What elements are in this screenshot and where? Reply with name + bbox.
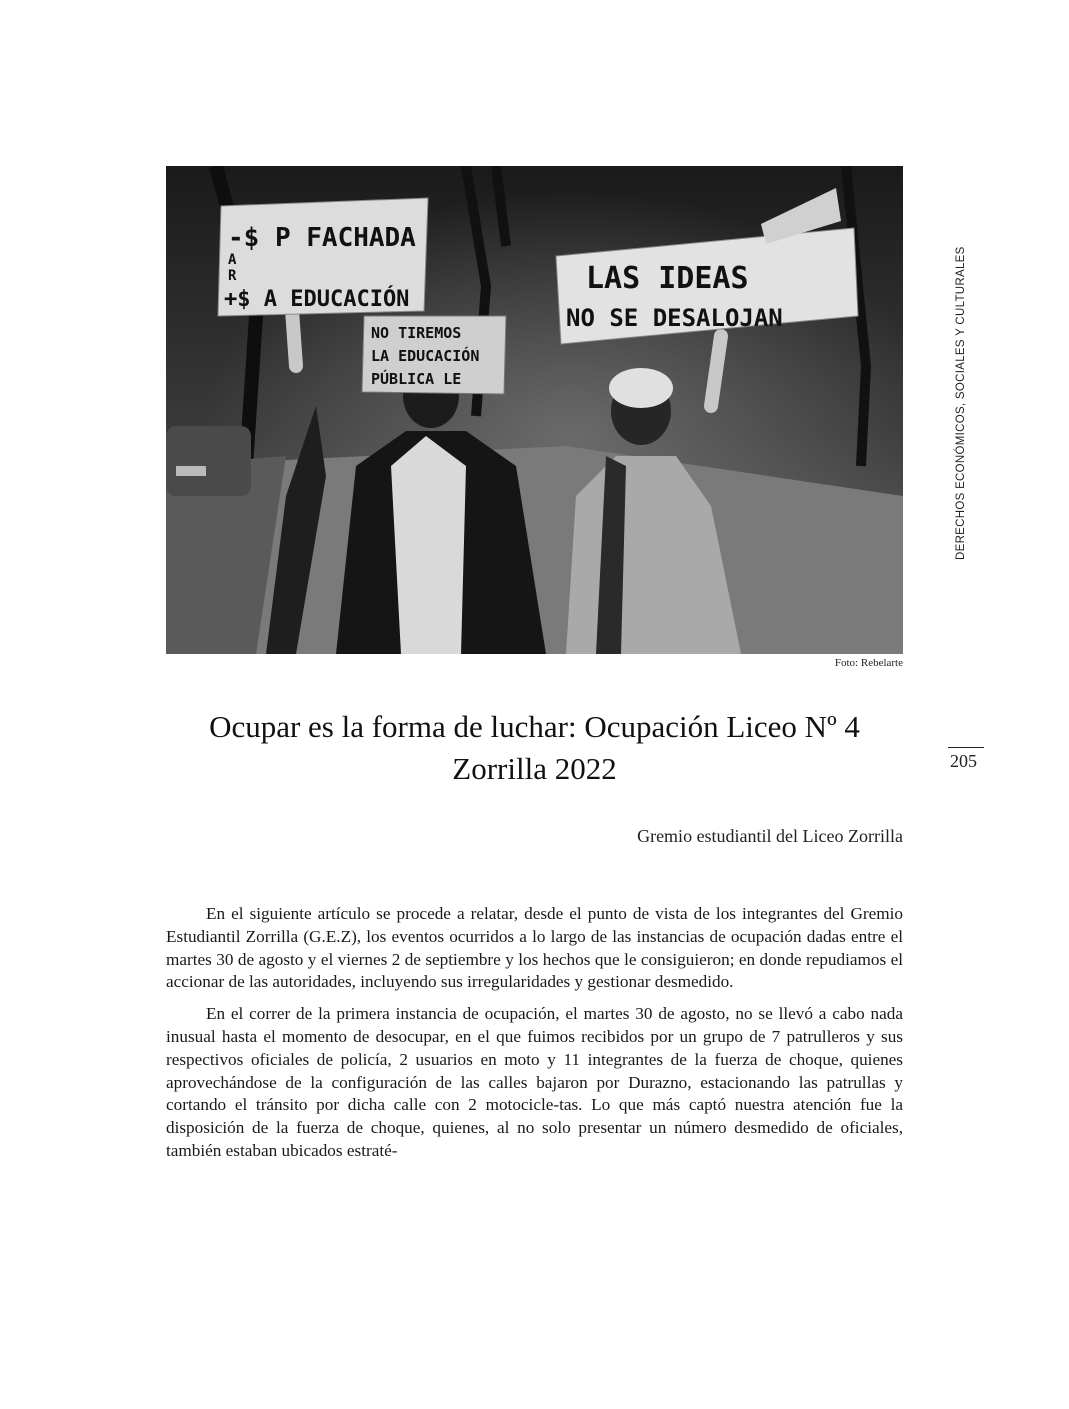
article-body <box>166 903 903 1172</box>
middle-sign-line-2: LA EDUCACIÓN <box>371 347 480 365</box>
right-sign-line-2: NO SE DESALOJAN <box>566 304 783 332</box>
right-sign-line-1: LAS IDEAS <box>586 261 749 296</box>
article-title-line-1: Ocupar es la forma de luchar: Ocupación Liceo Nº 4 <box>209 709 860 744</box>
middle-sign-line-1: NO TIREMOS <box>371 324 462 342</box>
left-sign-line-4: +$ A EDUCACIÓN <box>224 287 410 312</box>
article-title-line-2: Zorrilla 2022 <box>452 751 617 786</box>
article-author: Gremio estudiantil del Liceo Zorrilla <box>637 826 903 846</box>
section-side-label: DERECHOS ECONÓMICOS, SOCIALES Y CULTURALES <box>955 246 967 560</box>
protest-photo-illustration <box>166 166 903 654</box>
article-title <box>166 706 903 790</box>
protest-photo <box>166 166 903 654</box>
left-sign-line-2: A <box>228 252 237 268</box>
paragraph: En el correr de la primera instancia de ocupación, el martes 30 de agosto, no se llevó a cabo nada inusual hasta el momento de desocupar, en el que fuimos recibidos por un grupo de 7 patrulleros y sus respectivos oficiales de policía, 2 usuarios en moto y 11 integrantes de la fuerza de choque, quienes aprovechándose de la configuración de las calles bajaron por Durazno, estacionando las patrullas y cortando el tránsito por dicha calle con 2 motocicle-tas. Lo que más captó nuestra atención fue la disposición de la fuerza de choque, quienes, al no solo presentar un número desmedido de oficiales, también estaban ubicados estraté- <box>166 1004 903 1160</box>
left-sign-line-3: R <box>228 268 237 284</box>
paragraph: En el siguiente artículo se procede a relatar, desde el punto de vista de los integrantes del Gremio Estudiantil Zorrilla (G.E.Z), los eventos ocurridos a lo largo de las instancias de ocupación dadas entre el martes 30 de agosto y el viernes 2 de septiembre y los hechos que le consiguieron; en donde repudiamos el accionar de las autoridades, incluyendo sus irregularidades y gestionar desmedido. <box>166 904 903 992</box>
page-number: 205 <box>950 751 977 771</box>
middle-sign-line-3: PÚBLICA LE <box>371 370 462 388</box>
left-sign-line-1: -$ P FACHADA <box>228 223 416 253</box>
page-number-rule <box>948 747 984 748</box>
photo-credit: Foto: Rebelarte <box>834 657 903 669</box>
